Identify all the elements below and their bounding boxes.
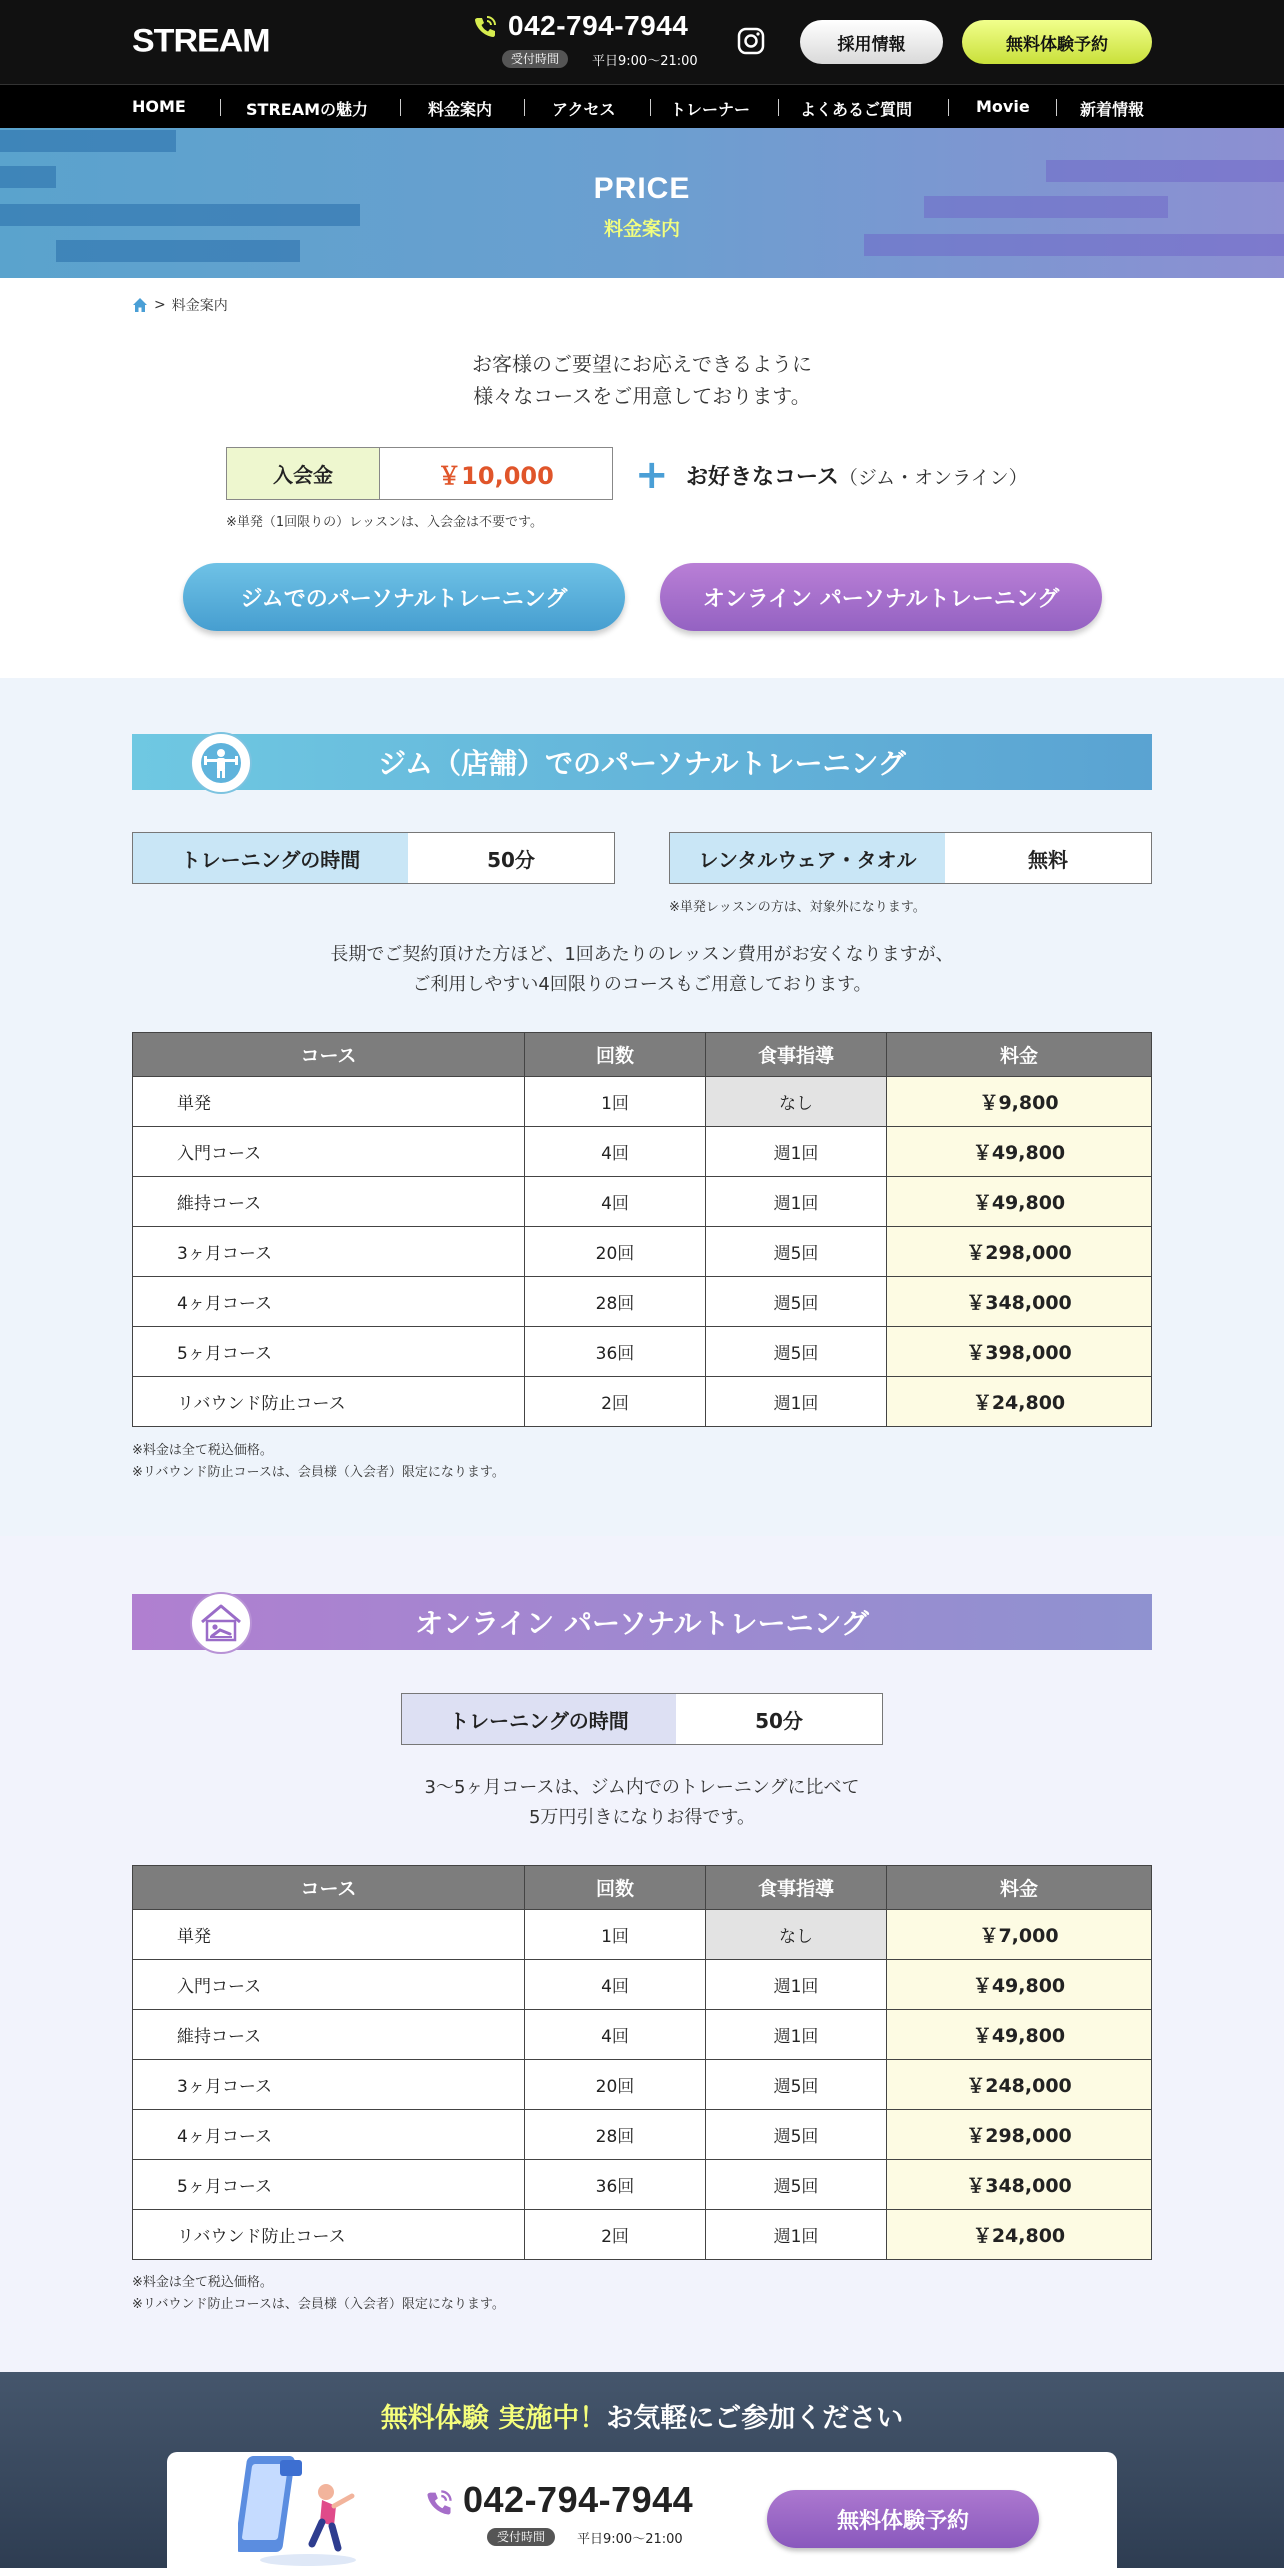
course-name: 3ヶ月コース xyxy=(133,2060,525,2110)
intro-text xyxy=(0,348,1284,412)
table-row xyxy=(133,1177,1152,1227)
table-header: 料金 xyxy=(887,1866,1152,1910)
intro-line: 様々なコースをご用意しております。 xyxy=(473,384,811,408)
admission-note: ※単発（1回限りの）レッスンは、入会金は不要です。 xyxy=(226,515,543,530)
online-time-value: 50分 xyxy=(676,1693,883,1745)
free-trial-button[interactable]: 無料体験予約 xyxy=(962,20,1152,64)
table-row xyxy=(133,2010,1152,2060)
session-count: 28回 xyxy=(525,1277,706,1327)
cta-title xyxy=(0,2396,1284,2435)
breadcrumb-separator: > xyxy=(154,297,166,313)
online-time-label: トレーニングの時間 xyxy=(401,1693,677,1745)
course-choice-main: お好きなコース xyxy=(686,465,839,490)
course-price: ￥49,800 xyxy=(887,1177,1152,1227)
hours-text: 平日9:00～21:00 xyxy=(592,54,698,69)
course-price: ￥248,000 xyxy=(887,2060,1152,2110)
course-name: 入門コース xyxy=(133,1960,525,2010)
meal-guidance: 週1回 xyxy=(706,1377,887,1427)
nav-item-news[interactable]: 新着情報 xyxy=(1080,100,1145,119)
admission-fee-value: ￥10,000 xyxy=(379,447,613,500)
course-name: 5ヶ月コース xyxy=(133,2160,525,2210)
course-name: リバウンド防止コース xyxy=(133,1377,525,1427)
nav-item-appeal[interactable]: STREAMの魅力 xyxy=(246,100,368,119)
breadcrumb xyxy=(132,295,228,315)
course-name: 維持コース xyxy=(133,2010,525,2060)
table-row xyxy=(133,1277,1152,1327)
gym-description xyxy=(0,940,1284,1000)
meal-guidance: 週1回 xyxy=(706,1127,887,1177)
table-header: コース xyxy=(133,1033,525,1077)
session-count: 36回 xyxy=(525,2160,706,2210)
online-section-title: オンライン パーソナルトレーニング xyxy=(132,1594,1152,1650)
session-count: 1回 xyxy=(525,1910,706,1960)
hero-decoration xyxy=(56,240,300,262)
course-price: ￥49,800 xyxy=(887,1127,1152,1177)
home-workout-icon xyxy=(190,1592,252,1654)
phone-icon xyxy=(472,14,498,40)
meal-guidance: 週1回 xyxy=(706,2210,887,2260)
recruit-button[interactable]: 採用情報 xyxy=(800,20,943,64)
meal-guidance: なし xyxy=(706,1910,887,1960)
course-price: ￥7,000 xyxy=(887,1910,1152,1960)
nav-separator xyxy=(400,99,401,116)
gym-time-label: トレーニングの時間 xyxy=(132,832,409,884)
gym-description-line: 長期でご契約頂けた方ほど、1回あたりのレッスン費用がお安くなりますが、 xyxy=(330,944,954,965)
online-price-table xyxy=(132,1865,1152,2260)
nav-separator xyxy=(220,99,221,116)
hours-badge: 受付時間 xyxy=(502,50,568,68)
session-count: 2回 xyxy=(525,1377,706,1427)
table-row xyxy=(133,2160,1152,2210)
table-row xyxy=(133,1077,1152,1127)
table-header: 回数 xyxy=(525,1866,706,1910)
session-count: 4回 xyxy=(525,1177,706,1227)
nav-item-home[interactable]: HOME xyxy=(132,97,186,116)
course-name: 5ヶ月コース xyxy=(133,1327,525,1377)
table-header: 料金 xyxy=(887,1033,1152,1077)
gym-note: ※料金は全て税込価格。 xyxy=(132,1443,273,1458)
table-row xyxy=(133,2110,1152,2160)
meal-guidance: 週5回 xyxy=(706,2110,887,2160)
rental-note: ※単発レッスンの方は、対象外になります。 xyxy=(669,900,926,915)
course-price: ￥49,800 xyxy=(887,1960,1152,2010)
meal-guidance: 週1回 xyxy=(706,2010,887,2060)
gym-time-value: 50分 xyxy=(408,832,615,884)
gym-note: ※リバウンド防止コースは、会員様（入会者）限定になります。 xyxy=(132,1465,505,1480)
session-count: 2回 xyxy=(525,2210,706,2260)
cta-phone-number[interactable]: 042-794-7944 xyxy=(463,2479,694,2520)
plus-icon: + xyxy=(635,452,669,498)
gym-description-line: ご利用しやすい4回限りのコースもご用意しております。 xyxy=(412,974,872,995)
cta-hours-badge: 受付時間 xyxy=(487,2528,555,2546)
nav-item-access[interactable]: アクセス xyxy=(552,100,616,119)
course-name: 単発 xyxy=(133,1077,525,1127)
table-row xyxy=(133,1377,1152,1427)
site-header xyxy=(0,0,1284,84)
session-count: 4回 xyxy=(525,2010,706,2060)
course-price: ￥24,800 xyxy=(887,1377,1152,1427)
session-count: 4回 xyxy=(525,1127,706,1177)
hero-decoration xyxy=(0,130,176,152)
session-count: 28回 xyxy=(525,2110,706,2160)
header-phone-number[interactable]: 042-794-7944 xyxy=(508,10,689,41)
online-description-line: 5万円引きになりお得です。 xyxy=(528,1807,755,1828)
course-name: 4ヶ月コース xyxy=(133,1277,525,1327)
session-count: 20回 xyxy=(525,2060,706,2110)
table-row xyxy=(133,1960,1152,2010)
gym-section-title: ジム（店舗）でのパーソナルトレーニング xyxy=(132,734,1152,790)
cta-title-rest: お気軽にご参加ください xyxy=(606,2403,904,2434)
session-count: 1回 xyxy=(525,1077,706,1127)
phone-icon xyxy=(424,2488,454,2518)
meal-guidance: 週5回 xyxy=(706,2160,887,2210)
admission-fee-label: 入会金 xyxy=(226,447,380,500)
site-logo[interactable]: STREAM xyxy=(132,22,270,60)
rental-label: レンタルウェア・タオル xyxy=(669,832,946,884)
course-price: ￥298,000 xyxy=(887,2110,1152,2160)
nav-separator xyxy=(778,99,779,116)
meal-guidance: なし xyxy=(706,1077,887,1127)
weightlifter-icon xyxy=(190,732,252,794)
online-note: ※料金は全て税込価格。 xyxy=(132,2275,273,2290)
online-training-button[interactable]: オンライン パーソナルトレーニング xyxy=(660,563,1102,631)
course-price: ￥298,000 xyxy=(887,1227,1152,1277)
meal-guidance: 週1回 xyxy=(706,1960,887,2010)
gym-notes xyxy=(132,1440,505,1484)
course-name: 4ヶ月コース xyxy=(133,2110,525,2160)
nav-item-trainer[interactable]: トレーナー xyxy=(670,100,751,119)
table-header: 食事指導 xyxy=(706,1033,887,1077)
smartphone-training-illustration xyxy=(238,2452,368,2568)
session-count: 20回 xyxy=(525,1227,706,1277)
breadcrumb-current: 料金案内 xyxy=(171,298,228,314)
online-description xyxy=(0,1773,1284,1833)
course-choice-text xyxy=(686,460,1028,491)
page-subtitle: 料金案内 xyxy=(603,218,680,240)
home-icon[interactable] xyxy=(132,297,148,313)
rental-value: 無料 xyxy=(945,832,1152,884)
main-nav xyxy=(0,84,1284,128)
course-name: 維持コース xyxy=(133,1177,525,1227)
nav-separator xyxy=(650,99,651,116)
course-name: リバウンド防止コース xyxy=(133,2210,525,2260)
table-row xyxy=(133,1327,1152,1377)
online-description-line: 3～5ヶ月コースは、ジム内でのトレーニングに比べて xyxy=(424,1777,860,1798)
nav-separator xyxy=(1056,99,1057,116)
table-row xyxy=(133,2210,1152,2260)
course-price: ￥9,800 xyxy=(887,1077,1152,1127)
nav-item-price[interactable]: 料金案内 xyxy=(428,100,493,119)
course-price: ￥398,000 xyxy=(887,1327,1152,1377)
cta-hours-text: 平日9:00～21:00 xyxy=(577,2532,683,2547)
instagram-icon[interactable] xyxy=(736,26,766,56)
course-name: 単発 xyxy=(133,1910,525,1960)
meal-guidance: 週5回 xyxy=(706,2060,887,2110)
table-row xyxy=(133,1910,1152,1960)
course-price: ￥49,800 xyxy=(887,2010,1152,2060)
course-price: ￥348,000 xyxy=(887,2160,1152,2210)
nav-separator xyxy=(524,99,525,116)
nav-separator xyxy=(948,99,949,116)
table-row xyxy=(133,1227,1152,1277)
session-count: 36回 xyxy=(525,1327,706,1377)
table-header: 食事指導 xyxy=(706,1866,887,1910)
course-price: ￥24,800 xyxy=(887,2210,1152,2260)
meal-guidance: 週5回 xyxy=(706,1227,887,1277)
intro-line: お客様のご要望にお応えできるように xyxy=(472,352,812,376)
online-notes xyxy=(132,2272,505,2316)
course-choice-sub: （ジム・オンライン） xyxy=(838,467,1028,489)
table-header: コース xyxy=(133,1866,525,1910)
cta-trial-button[interactable]: 無料体験予約 xyxy=(767,2490,1039,2548)
cta-title-highlight: 無料体験 実施中！ xyxy=(380,2403,607,2434)
table-row xyxy=(133,1127,1152,1177)
gym-price-table xyxy=(132,1032,1152,1427)
nav-item-movie[interactable]: Movie xyxy=(976,97,1030,116)
course-name: 3ヶ月コース xyxy=(133,1227,525,1277)
meal-guidance: 週5回 xyxy=(706,1327,887,1377)
course-name: 入門コース xyxy=(133,1127,525,1177)
table-row xyxy=(133,2060,1152,2110)
meal-guidance: 週1回 xyxy=(706,1177,887,1227)
gym-training-button[interactable]: ジムでのパーソナルトレーニング xyxy=(183,563,625,631)
page-title: PRICE xyxy=(593,172,691,205)
course-price: ￥348,000 xyxy=(887,1277,1152,1327)
session-count: 4回 xyxy=(525,1960,706,2010)
online-note: ※リバウンド防止コースは、会員様（入会者）限定になります。 xyxy=(132,2297,505,2312)
nav-item-faq[interactable]: よくあるご質問 xyxy=(800,100,913,119)
meal-guidance: 週5回 xyxy=(706,1277,887,1327)
table-header: 回数 xyxy=(525,1033,706,1077)
